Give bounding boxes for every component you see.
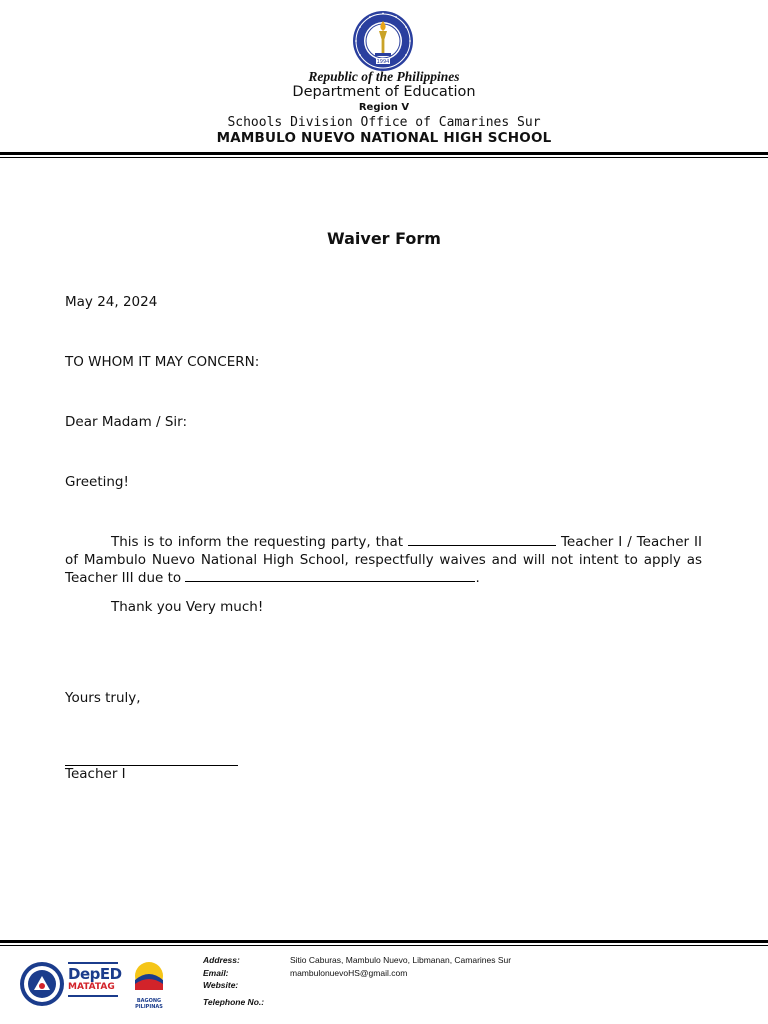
footer-email-label: Email:	[203, 968, 229, 978]
body-text-part1: This is to inform the requesting party, that	[111, 534, 404, 550]
reason-blank-line[interactable]	[185, 569, 475, 582]
deped-logo-text: DepED	[68, 965, 122, 983]
bagong-pilipinas-text: BAGONG PILIPINAS	[135, 998, 163, 1010]
header-divider-thin	[0, 157, 768, 158]
signatory-title: Teacher I	[65, 766, 126, 782]
bagong-pilipinas-logo	[124, 958, 174, 1010]
footer-address-label: Address:	[203, 955, 240, 965]
letter-closing: Yours truly,	[65, 690, 141, 706]
header-region: Region V	[358, 102, 410, 113]
header-republic: Republic of the Philippines	[308, 69, 460, 84]
letter-thanks: Thank you Very much!	[111, 599, 264, 615]
name-blank-line[interactable]	[408, 533, 556, 546]
footer-email-value[interactable]: mambulonuevoHS@gmail.com	[290, 968, 408, 978]
footer-address-value: Sitio Caburas, Mambulo Nuevo, Libmanan, Camarines Sur	[290, 955, 512, 965]
bagong-pilipinas-seal-logo	[18, 960, 66, 1008]
letter-greeting: Greeting!	[65, 474, 129, 490]
letter-salutation: Dear Madam / Sir:	[65, 414, 188, 430]
header-division: Schools Division Office of Camarines Sur	[227, 115, 541, 130]
footer-divider-thin	[0, 945, 768, 946]
footer-divider-thick	[0, 940, 768, 943]
footer-telephone-label: Telephone No.:	[203, 997, 265, 1007]
header-department: Department of Education	[292, 84, 476, 100]
header-divider-thick	[0, 152, 768, 155]
body-text-end: .	[475, 570, 480, 586]
bagong-pilipinas-sun-icon	[124, 958, 174, 994]
school-seal-logo	[351, 9, 415, 73]
seal-year: 1994	[376, 59, 390, 65]
letter-date: May 24, 2024	[65, 294, 158, 310]
letter-body-paragraph	[65, 533, 702, 587]
deped-matatag-logo	[68, 962, 122, 997]
letter-recipient: TO WHOM IT MAY CONCERN:	[65, 354, 260, 370]
document-title: Waiver Form	[327, 229, 441, 248]
matatag-logo-text: MATATAG	[68, 982, 115, 992]
footer-website-label: Website:	[203, 980, 239, 990]
body-text-part2: Teacher I / Teacher II of Mambulo Nuevo National High School, respectfully waives and will not intent to apply as Teacher III due to	[65, 534, 702, 586]
header-school-name: MAMBULO NUEVO NATIONAL HIGH SCHOOL	[216, 130, 552, 146]
